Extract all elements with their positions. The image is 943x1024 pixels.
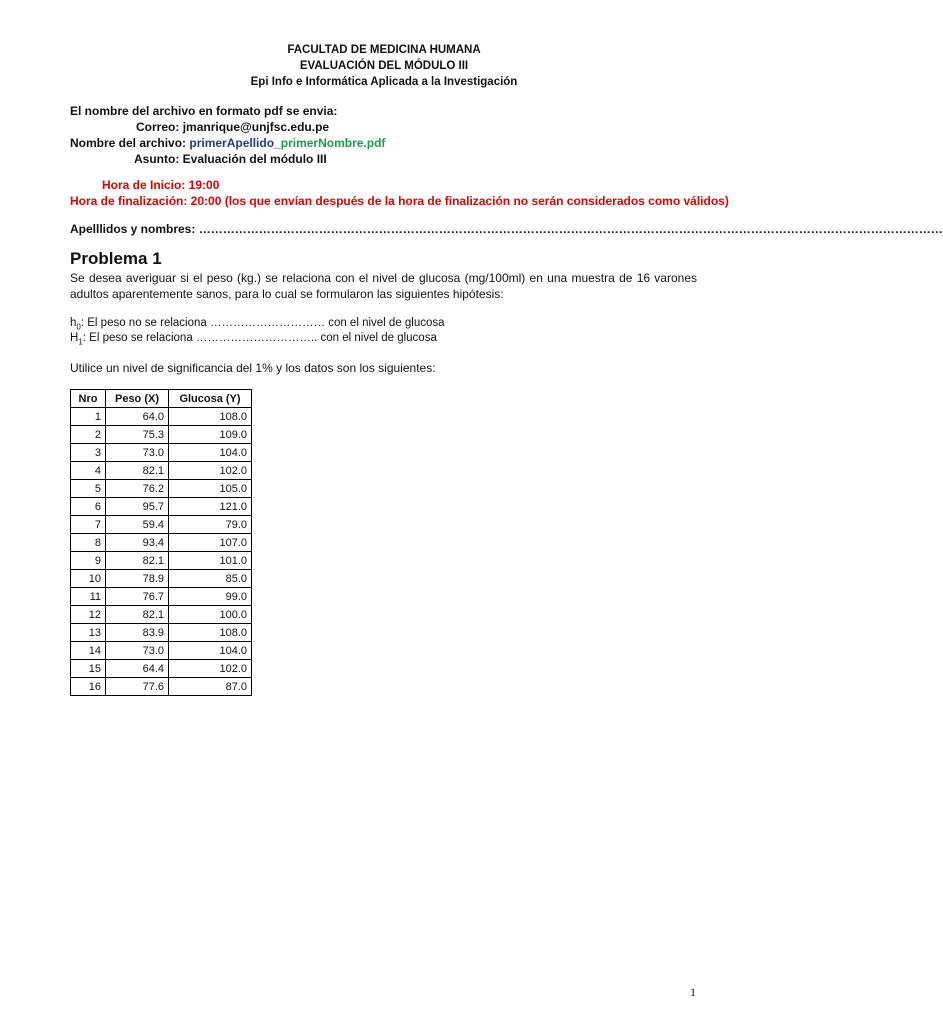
table-row: [71, 498, 252, 516]
cell-peso: 75.3: [106, 426, 169, 444]
cell-nro: 10: [71, 570, 106, 588]
table-row: [71, 606, 252, 624]
submission-intro: El nombre del archivo en formato pdf se envia:: [70, 104, 338, 118]
cell-peso: 93.4: [106, 534, 169, 552]
evaluation-title: EVALUACIÓN DEL MÓDULO III: [299, 60, 469, 72]
header-peso: Peso (X): [106, 390, 169, 408]
data-table: [70, 389, 252, 696]
cell-nro: 9: [71, 552, 106, 570]
cell-nro: 16: [71, 678, 106, 696]
cell-nro: 14: [71, 642, 106, 660]
cell-nro: 13: [71, 624, 106, 642]
cell-glucosa: 79.0: [169, 516, 252, 534]
document-header: [0, 42, 768, 90]
h0-text: : El peso no se relaciona ………………………… con el nivel de glucosa: [80, 317, 445, 329]
cell-glucosa: 107.0: [169, 534, 252, 552]
filename-label: Nombre del archivo:: [70, 136, 187, 150]
cell-glucosa: 99.0: [169, 588, 252, 606]
cell-peso: 82.1: [106, 462, 169, 480]
email-label: Correo:: [136, 120, 180, 134]
cell-glucosa: 100.0: [169, 606, 252, 624]
email-row: [70, 119, 385, 135]
significance-note: Utilice un nivel de significancia del 1% y los datos son los siguientes:: [70, 361, 436, 375]
table-row: [71, 678, 252, 696]
cell-glucosa: 109.0: [169, 426, 252, 444]
cell-glucosa: 121.0: [169, 498, 252, 516]
cell-glucosa: 102.0: [169, 462, 252, 480]
cell-glucosa: 108.0: [169, 408, 252, 426]
cell-peso: 77.6: [106, 678, 169, 696]
schedule-block: [70, 177, 729, 209]
table-row: [71, 534, 252, 552]
table-row: [71, 552, 252, 570]
cell-nro: 2: [71, 426, 106, 444]
filename-part-firstname: primerNombre.pdf: [280, 136, 386, 150]
name-field-line: Apelllidos y nombres: ……………………………………………………………………………………………………………………………………………………………………: [70, 222, 943, 236]
cell-nro: 3: [71, 444, 106, 462]
alternative-hypothesis: [70, 331, 437, 349]
cell-peso: 64.4: [106, 660, 169, 678]
cell-glucosa: 105.0: [169, 480, 252, 498]
email-value: jmanrique@unjfsc.edu.pe: [182, 120, 330, 134]
submission-info: [70, 103, 385, 167]
table-row: [71, 426, 252, 444]
cell-glucosa: 104.0: [169, 642, 252, 660]
table-body: [71, 408, 252, 696]
table-row: [71, 588, 252, 606]
h1-text: : El peso se relaciona ………………………….. con el nivel de glucosa: [82, 332, 437, 344]
cell-glucosa: 85.0: [169, 570, 252, 588]
problem-title: Problema 1: [70, 249, 162, 268]
table-row: [71, 624, 252, 642]
subject-label: Asunto:: [134, 152, 180, 166]
cell-nro: 8: [71, 534, 106, 552]
h0-subscript: 0: [76, 322, 81, 332]
end-time: Hora de finalización: 20:00 (los que envían después de la hora de finalización no serán considerados como válidos): [70, 194, 729, 208]
cell-nro: 1: [71, 408, 106, 426]
cell-nro: 5: [71, 480, 106, 498]
cell-peso: 78.9: [106, 570, 169, 588]
cell-nro: 15: [71, 660, 106, 678]
filename-row: [70, 135, 385, 151]
cell-nro: 4: [71, 462, 106, 480]
subject-row: [70, 151, 385, 167]
subject-value: Evaluación del módulo III: [182, 152, 327, 166]
cell-peso: 64.0: [106, 408, 169, 426]
h0-symbol: h: [70, 317, 77, 329]
cell-glucosa: 102.0: [169, 660, 252, 678]
cell-peso: 73.0: [106, 444, 169, 462]
cell-glucosa: 104.0: [169, 444, 252, 462]
header-nro: Nro: [71, 390, 106, 408]
table-row: [71, 642, 252, 660]
table-row: [71, 408, 252, 426]
cell-glucosa: 101.0: [169, 552, 252, 570]
cell-peso: 76.7: [106, 588, 169, 606]
cell-glucosa: 87.0: [169, 678, 252, 696]
cell-glucosa: 108.0: [169, 624, 252, 642]
cell-peso: 82.1: [106, 606, 169, 624]
cell-peso: 59.4: [106, 516, 169, 534]
cell-peso: 82.1: [106, 552, 169, 570]
problem-description: Se desea averiguar si el peso (kg.) se relaciona con el nivel de glucosa (mg/100ml) en una muestra de 16 varones adultos aparentemente sanos, para lo cual se formularon las siguientes hipótesis:: [70, 271, 697, 301]
filename-part-lastname: primerApellido_: [189, 136, 281, 150]
cell-peso: 95.7: [106, 498, 169, 516]
cell-nro: 11: [71, 588, 106, 606]
table-header-row: [71, 390, 252, 408]
page-number: 1: [690, 985, 696, 999]
start-time: Hora de Inicio: 19:00: [102, 178, 220, 192]
faculty-title: FACULTAD DE MEDICINA HUMANA: [287, 44, 481, 56]
table-row: [71, 516, 252, 534]
table-row: [71, 660, 252, 678]
h1-subscript: 1: [78, 337, 83, 347]
cell-nro: 12: [71, 606, 106, 624]
cell-peso: 73.0: [106, 642, 169, 660]
h1-symbol: H: [70, 332, 79, 344]
table-row: [71, 480, 252, 498]
table-row: [71, 444, 252, 462]
table-row: [71, 462, 252, 480]
cell-nro: 6: [71, 498, 106, 516]
header-glucosa: Glucosa (Y): [169, 390, 252, 408]
table-row: [71, 570, 252, 588]
cell-nro: 7: [71, 516, 106, 534]
cell-peso: 76.2: [106, 480, 169, 498]
course-title: Epi Info e Informática Aplicada a la Investigación: [250, 76, 518, 88]
cell-peso: 83.9: [106, 624, 169, 642]
